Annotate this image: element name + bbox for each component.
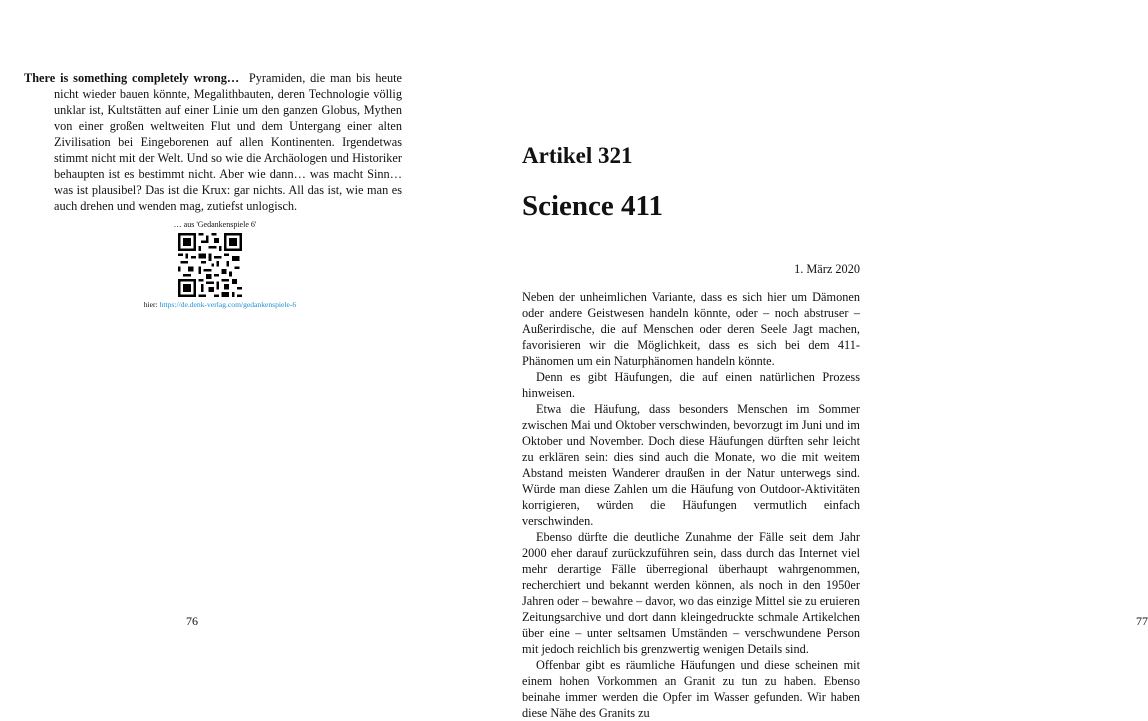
intro-paragraph bbox=[24, 70, 402, 214]
source-link-line bbox=[110, 300, 330, 310]
body-paragraph: Neben der unheimlichen Variante, dass es sich hier um Dämonen oder andere Geistwesen handeln könnte, oder – noch abstruser – Außerirdische, die auf Menschen oder deren Seele Jagt machen, favorisieren wir die Möglichkeit, dass es sich bei dem 411-Phänomen um ein Naturphänomen handeln könnte. bbox=[522, 290, 860, 368]
page-number-left: 76 bbox=[186, 614, 198, 628]
qr-caption: … aus 'Gedankenspiele 6' bbox=[173, 220, 257, 229]
link-prefix: hier: bbox=[143, 300, 158, 309]
article-body bbox=[522, 289, 860, 721]
article-date: 1. März 2020 bbox=[794, 262, 860, 276]
body-paragraph: Denn es gibt Häufungen, die auf einen natürlichen Prozess hinweisen. bbox=[522, 370, 860, 400]
source-link[interactable]: https://de.denk-verlag.com/gedankenspiele-6 bbox=[159, 300, 297, 309]
right-page bbox=[450, 0, 1148, 720]
qr-code[interactable] bbox=[178, 233, 242, 297]
article-kicker: Artikel 321 bbox=[522, 143, 633, 168]
left-page bbox=[0, 0, 450, 675]
intro-body: Pyramiden, die man bis heute nicht wieder bauen könnte, Megalithbauten, deren Technologie völlig unklar ist, Kultstätten auf einer Linie um den ganzen Globus, Mythen von einer großen weltweiten Flut und dem Untergang einer alten Zivilisation bei Eingeborenen auf allen Kontinenten. Irgendetwas stimmt nicht mit der Welt. Und so wie die Archäologen und Historiker behaupten ist es bestimmt nicht. Aber wie dann… was macht Sinn… was ist plausibel? Das ist die Krux: gar nichts. All das ist, wie man es auch drehen und wenden mag, zutiefst unlogisch. bbox=[54, 71, 402, 213]
body-paragraph: Etwa die Häufung, dass besonders Menschen im Sommer zwischen Mai und Oktober verschwinden, bevorzugt im Juni und im Oktober und November. Doch diese Häufungen dürften sehr leicht zu erklären sein: dies sind auch die Monate, wo die mit weitem Abstand meisten Wanderer draußen in der Natur unterwegs sind. Würde man diese Zahlen um die Häufung von Outdoor-Aktivitäten korrigieren, würden die Häufungen vermutlich einfach verschwinden. bbox=[522, 402, 860, 528]
body-paragraph: Offenbar gibt es räumliche Häufungen und diese scheinen mit einem hohen Vorkommen an Granit zu tun zu haben. Ebenso beinahe immer werden die Opfer im Wasser gefunden. Wir haben diese Nähe des Granits zu bbox=[522, 658, 860, 720]
page-number-right: 77 bbox=[1136, 614, 1148, 628]
body-paragraph: Ebenso dürfte die deutliche Zunahme der Fälle seit dem Jahr 2000 eher darauf zurückzuführen sein, dass durch das Internet viel mehr derartige Fälle überregional überhaupt wahrgenommen, recherchiert und bekannt werden können, als noch in den 1950er Jahren oder – bewahre – davor, wo das einzige Mittel sie zu eruieren Zeitungsarchive und dort dann kleingedruckte schmale Artikelchen über eine – unter seltsamen Umständen – verschwundene Person mit jedoch reichlich bis grenzwertig wenigen Details sind. bbox=[522, 530, 860, 656]
article-title: Science 411 bbox=[522, 190, 663, 222]
intro-lead: There is something completely wrong… bbox=[24, 71, 240, 85]
